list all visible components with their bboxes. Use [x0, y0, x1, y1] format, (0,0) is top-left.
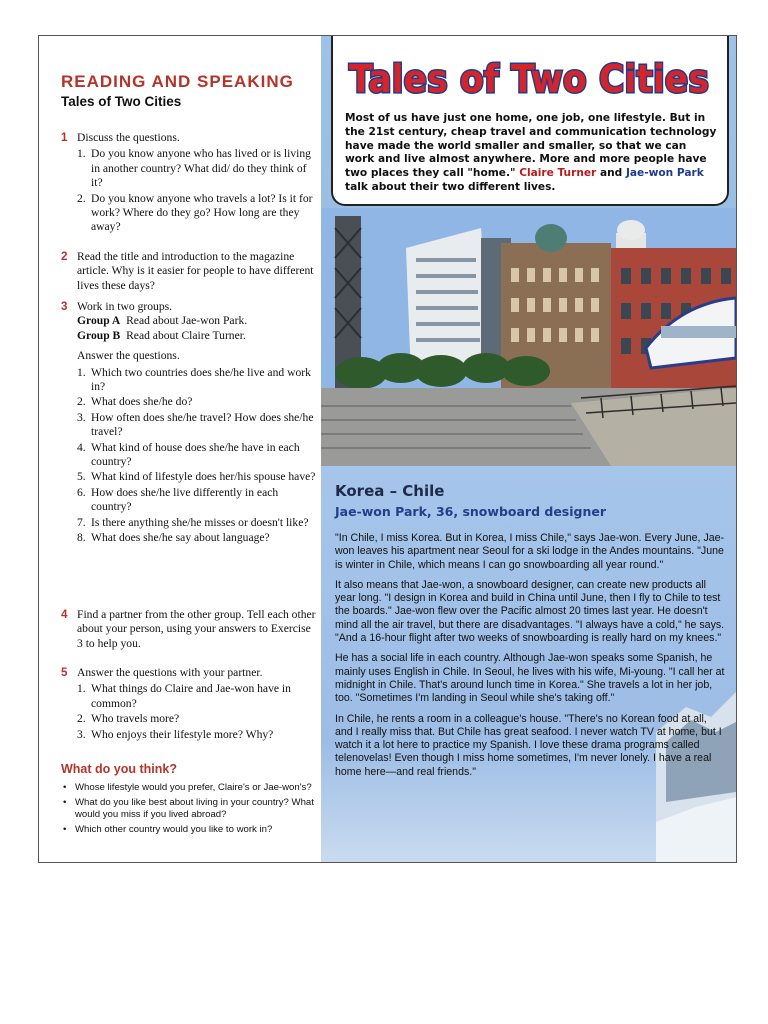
exercise-number: 5: [61, 666, 68, 679]
question-text: Who travels more?: [91, 712, 180, 726]
exercise-instruction: Discuss the questions.: [77, 131, 180, 144]
question-item: [77, 516, 319, 530]
question-text: What does she/he do?: [91, 395, 193, 409]
question-number: 8.: [77, 531, 86, 545]
question-number: 4.: [77, 440, 86, 454]
exercise-number: 3: [61, 300, 68, 313]
article-column: [321, 36, 736, 862]
question-item: [77, 470, 319, 484]
discussion-item: • Whose lifestyle would you prefer, Claire's or Jae-won's?: [61, 782, 323, 795]
question-number: 2.: [77, 191, 86, 205]
article-subtitle: Jae-won Park, 36, snowboard designer: [335, 504, 607, 519]
question-list: [77, 366, 319, 546]
question-item: [77, 192, 319, 235]
question-number: 3.: [77, 727, 86, 741]
article-body-panel: [321, 466, 736, 862]
group-a-label: Group A: [77, 314, 121, 328]
question-text: How often does she/he travel? How does she/he travel?: [91, 410, 314, 439]
big-title: Tales of Two Cities: [349, 57, 709, 101]
answer-instruction: Answer the questions.: [77, 349, 180, 363]
question-item: [77, 682, 319, 711]
city-photo: [321, 208, 736, 466]
question-number: 2.: [77, 712, 86, 726]
exercise-instruction: Read the title and introduction to the magazine article. Why is it easier for people to have different lives these days?: [77, 250, 314, 292]
intro-name-jaewon: Jae-won Park: [625, 167, 704, 180]
question-item: [77, 395, 319, 409]
question-text: What kind of house does she/he have in each country?: [91, 440, 300, 469]
question-list: [77, 682, 319, 742]
section-title: READING AND SPEAKING: [61, 72, 294, 91]
intro-text: and: [596, 167, 626, 180]
question-item: [77, 441, 319, 470]
question-item: [77, 411, 319, 440]
question-text: Which two countries does she/he live and work in?: [91, 365, 311, 394]
exercise-4: [61, 608, 319, 651]
article-title: Korea – Chile: [335, 482, 445, 500]
textbook-page: [38, 35, 737, 863]
question-item: [77, 147, 319, 190]
group-a: [77, 314, 319, 328]
question-item: [77, 712, 319, 726]
intro-text: talk about their two different lives.: [345, 180, 556, 193]
exercise-number: 2: [61, 250, 68, 263]
exercise-1: [61, 131, 319, 236]
question-text: What does she/he say about language?: [91, 531, 270, 545]
discussion-heading: What do you think?: [61, 762, 177, 776]
question-list: [77, 147, 319, 234]
exercise-number: 4: [61, 608, 68, 621]
group-b-label: Group B: [77, 328, 121, 342]
article-intro: [345, 112, 717, 195]
article-paragraph: "In Chile, I miss Korea. But in Korea, I miss Chile," says Jae-won. Every June, Jae-won leaves his apartment near Seoul for a ski lodge in the Andes mountains. "June is winter in Chile, which means I can go snowboarding all year round.": [335, 532, 725, 571]
question-text: How does she/he live differently in each country?: [91, 485, 279, 514]
question-number: 7.: [77, 515, 86, 529]
exercise-column: [39, 36, 319, 862]
question-item: [77, 531, 319, 545]
question-text: Do you know anyone who travels a lot? Is it for work? Where do they go? How long are they away?: [91, 191, 313, 234]
question-number: 1.: [77, 365, 86, 379]
question-text: Do you know anyone who has lived or is living in another country? What did/ do they think of it?: [91, 147, 311, 190]
exercise-5: [61, 666, 319, 743]
discussion-item: • What do you like best about living in your country? What would you miss if you lived abroad?: [61, 797, 323, 822]
exercise-instruction: Work in two groups.: [77, 300, 173, 313]
article-paragraph: In Chile, he rents a room in a colleague's house. "There's no Korean food at all, and I really miss that. But Chile has great seafood. I never watch TV at home, but I watch it a lot here to practice my Spanish. I love these drama programs called telenovelas! Even though I miss home sometimes, I'm never lonely. I have a real home here—and real friends.": [335, 712, 722, 778]
discussion-item: • Which other country would you like to work in?: [61, 824, 323, 837]
discussion-list: [61, 782, 323, 838]
question-item: [77, 486, 319, 515]
question-text: What kind of lifestyle does her/his spouse have?: [91, 470, 316, 484]
group-a-text: Read about Jae-won Park.: [126, 314, 248, 328]
question-number: 3.: [77, 410, 86, 424]
exercise-instruction: Find a partner from the other group. Tell each other about your person, using your answers to Exercise 3 to help you.: [77, 608, 316, 650]
question-number: 5.: [77, 470, 86, 484]
question-text: What things do Claire and Jae-won have in common?: [91, 682, 291, 710]
exercise-3: [61, 300, 319, 547]
article-paragraph: It also means that Jae-won, a snowboard designer, can create new products all year long. "I design in Korea and build in China until June, then I fly to Chile to test the boards." Jae-won flew over the Pacific almost 20 times last year. He doesn't mind all the air travel, but there are disadvantages. "I always have a cold," he says. "And a 16-hour flight after two weeks of snowboarding is really hard on my knees.": [335, 578, 725, 645]
question-item: [77, 366, 319, 395]
article-text: [335, 532, 725, 786]
question-text: Is there anything she/he misses or doesn't like?: [91, 515, 309, 529]
question-number: 2.: [77, 395, 86, 409]
question-number: 6.: [77, 485, 86, 499]
article-paragraph: He has a social life in each country. Although Jae-won speaks some Spanish, he mainly uses English in Chile. In Seoul, he lives with his wife, Mi-young. "I call her at midnight in Chile. That's around lunch time in Korea." She travels a lot in her job, too. "Sometimes I'm landing in Seoul while she's taking off.": [335, 652, 725, 705]
exercise-number: 1: [61, 131, 68, 144]
intro-text: Most of us have just one home, one job, one lifestyle. But in the 21st century, cheap travel and communication technology have made the world smaller and smaller, so that we can work and live almost anywhere. More and more people have two places they call "home.": [345, 112, 717, 180]
title-art: [339, 46, 719, 106]
question-number: 1.: [77, 147, 86, 161]
question-text: Who enjoys their lifestyle more? Why?: [91, 727, 274, 741]
question-item: [77, 728, 319, 742]
exercise-2: [61, 250, 319, 293]
group-b: [77, 329, 319, 343]
group-b-text: Read about Claire Turner.: [126, 328, 246, 342]
article-header: [331, 36, 729, 206]
intro-name-claire: Claire Turner: [519, 167, 597, 180]
exercise-instruction: Answer the questions with your partner.: [77, 666, 263, 679]
question-number: 1.: [77, 682, 86, 696]
section-subtitle: Tales of Two Cities: [61, 94, 182, 109]
